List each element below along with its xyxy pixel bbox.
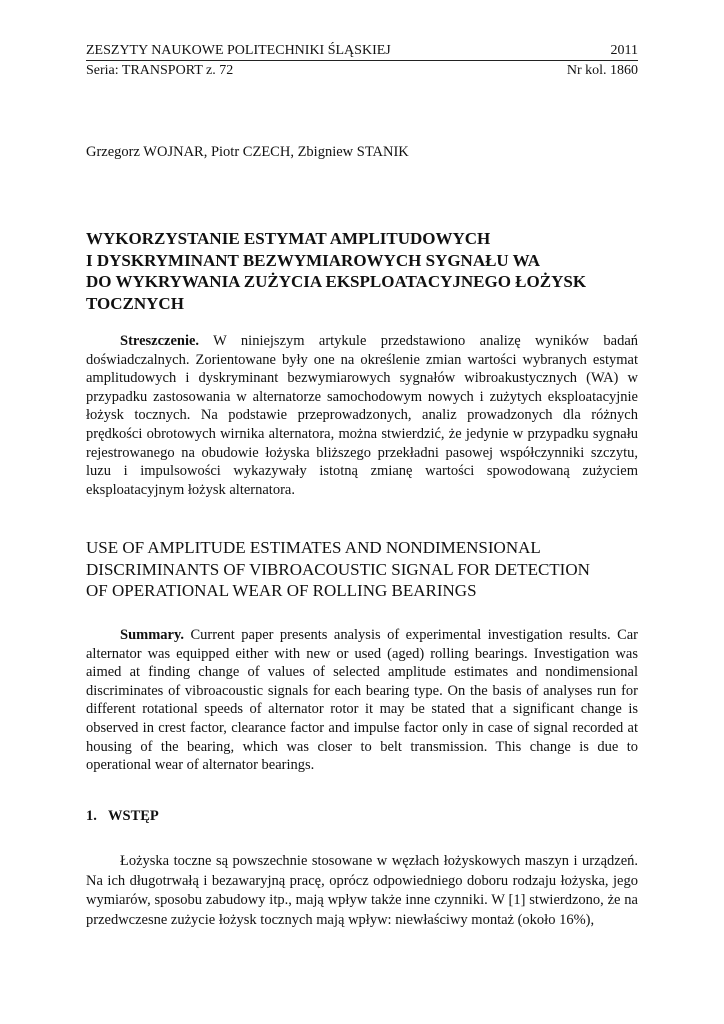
polish-title-line: DO WYKRYWANIA ZUŻYCIA EKSPLOATACYJNEGO ŁOŻYSK [86, 272, 587, 291]
running-header [86, 42, 638, 59]
abstract-text-pl: W niniejszym artykule przedstawiono analizę wyników badań doświadczalnych. Zorientowane były one na określenie zmian wartości wybranych estymat amplitudowych i dyskryminant bezwymiarowych sygnałów wibroakustycznych (WA) w przypadku zastosowania w alternatorze samochodowym nowych i zużytych eksploatacyjnie łożysk tocznych. Na podstawie przeprowadzonych, analiz prowadzonych dla różnych prędkości obrotowych wirnika alternatora, można stwierdzić, że jedynie w przypadku sygnału rejestrowanego na obudowie łożyska bliższego przekładni pasowej współczynniki szczytu, luzu i impulsowości wykazywały istotną zmianę wartości spowodowaną zużyciem eksploatacyjnym łożysk alternatora. [86, 333, 638, 498]
polish-title-line: WYKORZYSTANIE ESTYMAT AMPLITUDOWYCH [86, 229, 491, 248]
polish-title-line: TOCZNYCH [86, 293, 184, 313]
abstract-label-pl: Streszczenie. [120, 333, 200, 349]
section-heading [86, 808, 159, 825]
issue-number: Nr kol. 1860 [566, 63, 638, 78]
section-title: WSTĘP [108, 808, 159, 824]
author-list: Grzegorz WOJNAR, Piotr CZECH, Zbigniew STANIK [86, 144, 409, 160]
english-title-line: USE OF AMPLITUDE ESTIMATES AND NONDIMENSIONAL [86, 538, 541, 557]
english-title [86, 537, 646, 602]
section-body: Łożyska toczne są powszechnie stosowane w węzłach łożyskowych maszyn i urządzeń. Na ich długotrwałą i bezawaryjną pracę, oprócz odpowiedniego doboru rodzaju łożyska, jego wymiarów, sposobu zabudowy itp., mają wpływ także inne czynniki. W [1] stwierdzono, że na przedwczesne zużycie łożysk tocznych mają wpływ: niewłaściwy montaż (około 16%), [86, 853, 638, 928]
header-rule [86, 60, 638, 61]
polish-title-line: I DYSKRYMINANT BEZWYMIAROWYCH SYGNAŁU WA [86, 250, 541, 270]
series-line [86, 62, 638, 79]
polish-title [86, 228, 638, 314]
english-title-line: OF OPERATIONAL WEAR OF ROLLING BEARINGS [86, 581, 477, 600]
polish-abstract [86, 332, 638, 499]
journal-year: 2011 [610, 43, 638, 58]
section-number: 1. [86, 808, 97, 824]
english-abstract [86, 626, 638, 775]
journal-name: ZESZYTY NAUKOWE POLITECHNIKI ŚLĄSKIEJ [86, 43, 391, 58]
abstract-text-en: Current paper presents analysis of experimental investigation results. Car alternator was equipped either with new or used (aged) rolling bearings. Investigation was aimed at finding change of values of selected amplitude estimates and nondimensional discriminates of vibroacoustic signals for each bearing type. On the basis of analyses run for different rotational speeds of alternator rotor it may be stated that a significant change is observed in crest factor, clearance factor and impulse factor only in case of signal recorded at housing of the bearing, which was closer to belt transmission. This change is due to operational wear of alternator bearings. [86, 627, 638, 774]
abstract-label-en: Summary. [120, 627, 185, 643]
english-title-line: DISCRIMINANTS OF VIBROACOUSTIC SIGNAL FOR DETECTION [86, 559, 590, 579]
series-label: Seria: TRANSPORT z. 72 [86, 63, 234, 78]
